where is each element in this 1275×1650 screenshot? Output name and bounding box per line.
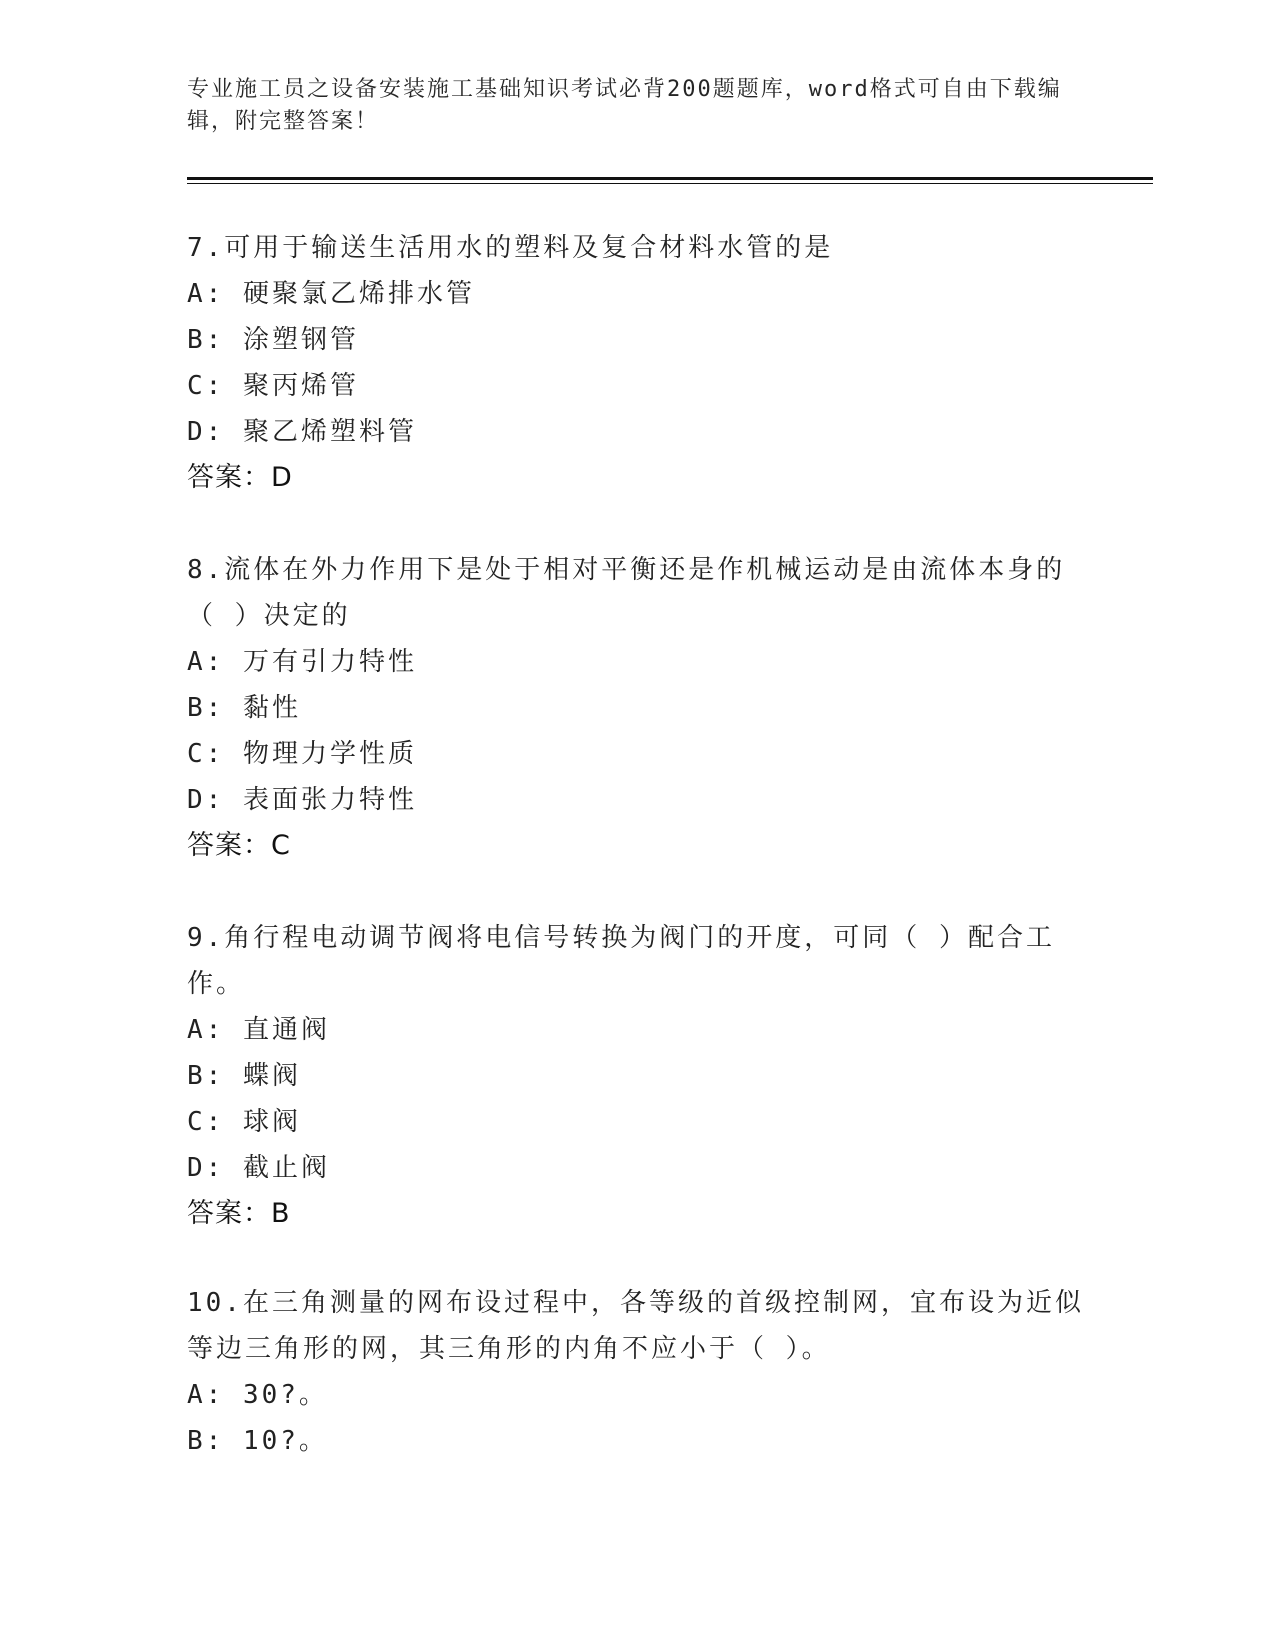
option-b: B: 黏性: [187, 693, 301, 723]
question-8: [187, 547, 1087, 869]
question-9: [187, 915, 1087, 1237]
option-a: A: 30?。: [187, 1380, 328, 1410]
answer: 答案：C: [187, 830, 291, 861]
option-b: B: 蝶阀: [187, 1061, 301, 1091]
option-a: A: 直通阀: [187, 1015, 330, 1045]
option-a: A: 硬聚氯乙烯排水管: [187, 279, 475, 309]
question-7: [187, 225, 1087, 501]
option-c: C: 物理力学性质: [187, 739, 417, 769]
option-c: C: 球阀: [187, 1107, 301, 1137]
question-stem: 7.可用于输送生活用水的塑料及复合材料水管的是: [187, 233, 834, 263]
option-d: D: 表面张力特性: [187, 785, 417, 815]
header-rule-thick: [187, 177, 1153, 180]
option-c: C: 聚丙烯管: [187, 371, 359, 401]
question-stem: 8.流体在外力作用下是处于相对平衡还是作机械运动是由流体本身的（ ）决定的: [187, 555, 1066, 631]
answer: 答案：B: [187, 1198, 291, 1229]
question-stem: 9.角行程电动调节阀将电信号转换为阀门的开度，可同（ ）配合工作。: [187, 923, 1055, 999]
question-stem: 10.在三角测量的网布设过程中，各等级的首级控制网，宜布设为近似等边三角形的网，其三角形的内角不应小于（ ）。: [187, 1288, 1084, 1364]
header-rule-thin: [187, 183, 1153, 184]
option-a: A: 万有引力特性: [187, 647, 417, 677]
question-10: [187, 1280, 1087, 1464]
option-b: B: 10?。: [187, 1426, 328, 1456]
answer: 答案：D: [187, 462, 293, 493]
option-d: D: 截止阀: [187, 1153, 330, 1183]
option-b: B: 涂塑钢管: [187, 325, 359, 355]
document-header: 专业施工员之设备安装施工基础知识考试必背200题题库，word格式可自由下载编辑，附完整答案！: [187, 77, 1062, 134]
option-d: D: 聚乙烯塑料管: [187, 417, 417, 447]
